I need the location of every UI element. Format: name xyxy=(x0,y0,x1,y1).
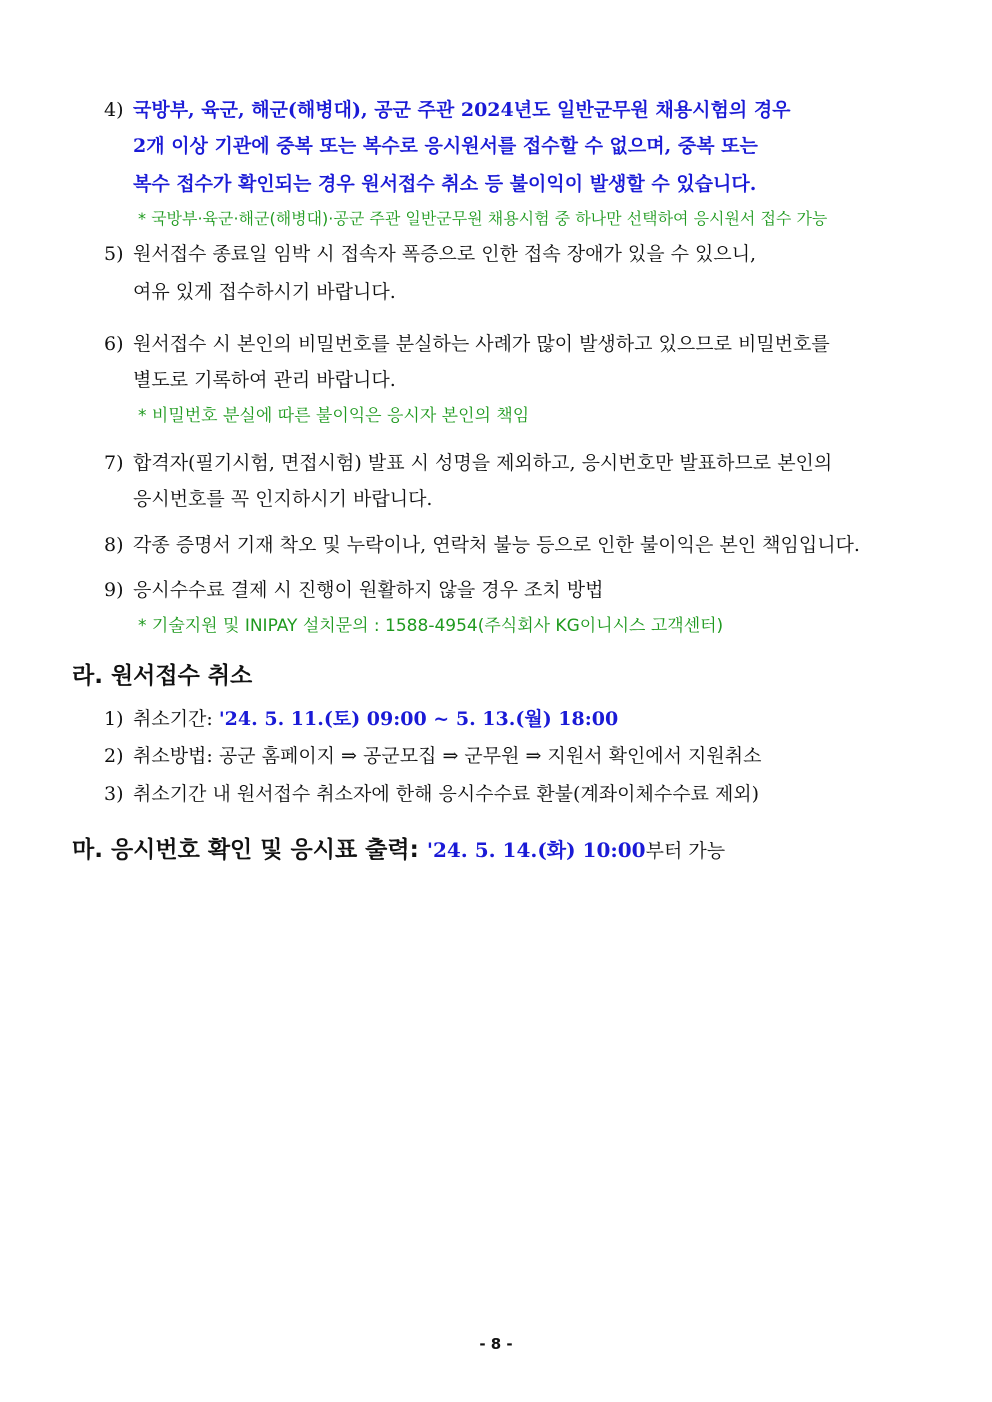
item-9-number: 9) xyxy=(104,579,124,601)
item-8-line-1: 각종 증명서 기재 착오 및 누락이나, 연락처 불능 등으로 인한 불이익은 본인 책임입니다. xyxy=(133,534,860,556)
ra-item-1-number: 1) xyxy=(104,708,124,730)
item-5-line-2: 여유 있게 접수하시기 바랍니다. xyxy=(133,281,396,303)
item-9-note: * 기술지원 및 INIPAY 설치문의 : 1588-4954(주식회사 KG이니시스 고객센터) xyxy=(138,616,724,636)
cancel-period-value: '24. 5. 11.(토) 09:00 ~ 5. 13.(월) 18:00 xyxy=(218,708,619,730)
ra-item-2: 취소방법: 공군 홈페이지 ⇒ 공군모집 ⇒ 군무원 ⇒ 지원서 확인에서 지원취소 xyxy=(133,745,762,767)
section-ma-title: 마. 응시번호 확인 및 응시표 출력: xyxy=(72,837,427,863)
item-6-number: 6) xyxy=(104,333,124,355)
item-6-note: * 비밀번호 분실에 따른 불이익은 응시자 본인의 책임 xyxy=(138,406,530,426)
ra-item-2-number: 2) xyxy=(104,745,124,767)
item-6-line-2: 별도로 기록하여 관리 바랍니다. xyxy=(133,369,396,391)
item-9-line-1: 응시수수료 결제 시 진행이 원활하지 않을 경우 조치 방법 xyxy=(133,579,604,601)
ra-item-3: 취소기간 내 원서접수 취소자에 한해 응시수수료 환불(계좌이체수수료 제외) xyxy=(133,783,760,805)
page-number: - 8 - xyxy=(479,1335,513,1353)
ra-item-1 xyxy=(133,707,618,731)
item-8-number: 8) xyxy=(104,534,124,556)
item-7-line-1: 합격자(필기시험, 면접시험) 발표 시 성명을 제외하고, 응시번호만 발표하므로 본인의 xyxy=(133,452,833,474)
item-4-line-3: 복수 접수가 확인되는 경우 원서접수 취소 등 불이익이 발생할 수 있습니다. xyxy=(133,173,757,195)
item-6-line-1: 원서접수 시 본인의 비밀번호를 분실하는 사례가 많이 발생하고 있으므로 비밀번호를 xyxy=(133,333,830,355)
item-4-note: * 국방부·육군·해군(해병대)·공군 주관 일반군무원 채용시험 중 하나만 선택하여 응시원서 접수 가능 xyxy=(138,209,828,228)
item-4-number: 4) xyxy=(104,99,124,121)
item-5-line-1: 원서접수 종료일 임박 시 접속자 폭증으로 인한 접속 장애가 있을 수 있으니, xyxy=(133,243,757,265)
item-7-number: 7) xyxy=(104,452,124,474)
section-ma-date: '24. 5. 14.(화) 10:00 xyxy=(426,838,646,862)
section-ma-suffix: 부터 가능 xyxy=(645,840,726,862)
item-4-line-1: 국방부, 육군, 해군(해병대), 공군 주관 2024년도 일반군무원 채용시험의 경우 xyxy=(133,99,791,121)
section-ra-title: 라. 원서접수 취소 xyxy=(72,663,253,689)
item-4-line-2: 2개 이상 기관에 중복 또는 복수로 응시원서를 접수할 수 없으며, 중복 또는 xyxy=(133,135,758,157)
item-7-line-2: 응시번호를 꼭 인지하시기 바랍니다. xyxy=(133,488,433,510)
ra-item-1-label: 취소기간: xyxy=(133,708,219,730)
section-ma xyxy=(72,838,725,863)
item-5-number: 5) xyxy=(104,243,124,265)
ra-item-3-number: 3) xyxy=(104,783,124,805)
